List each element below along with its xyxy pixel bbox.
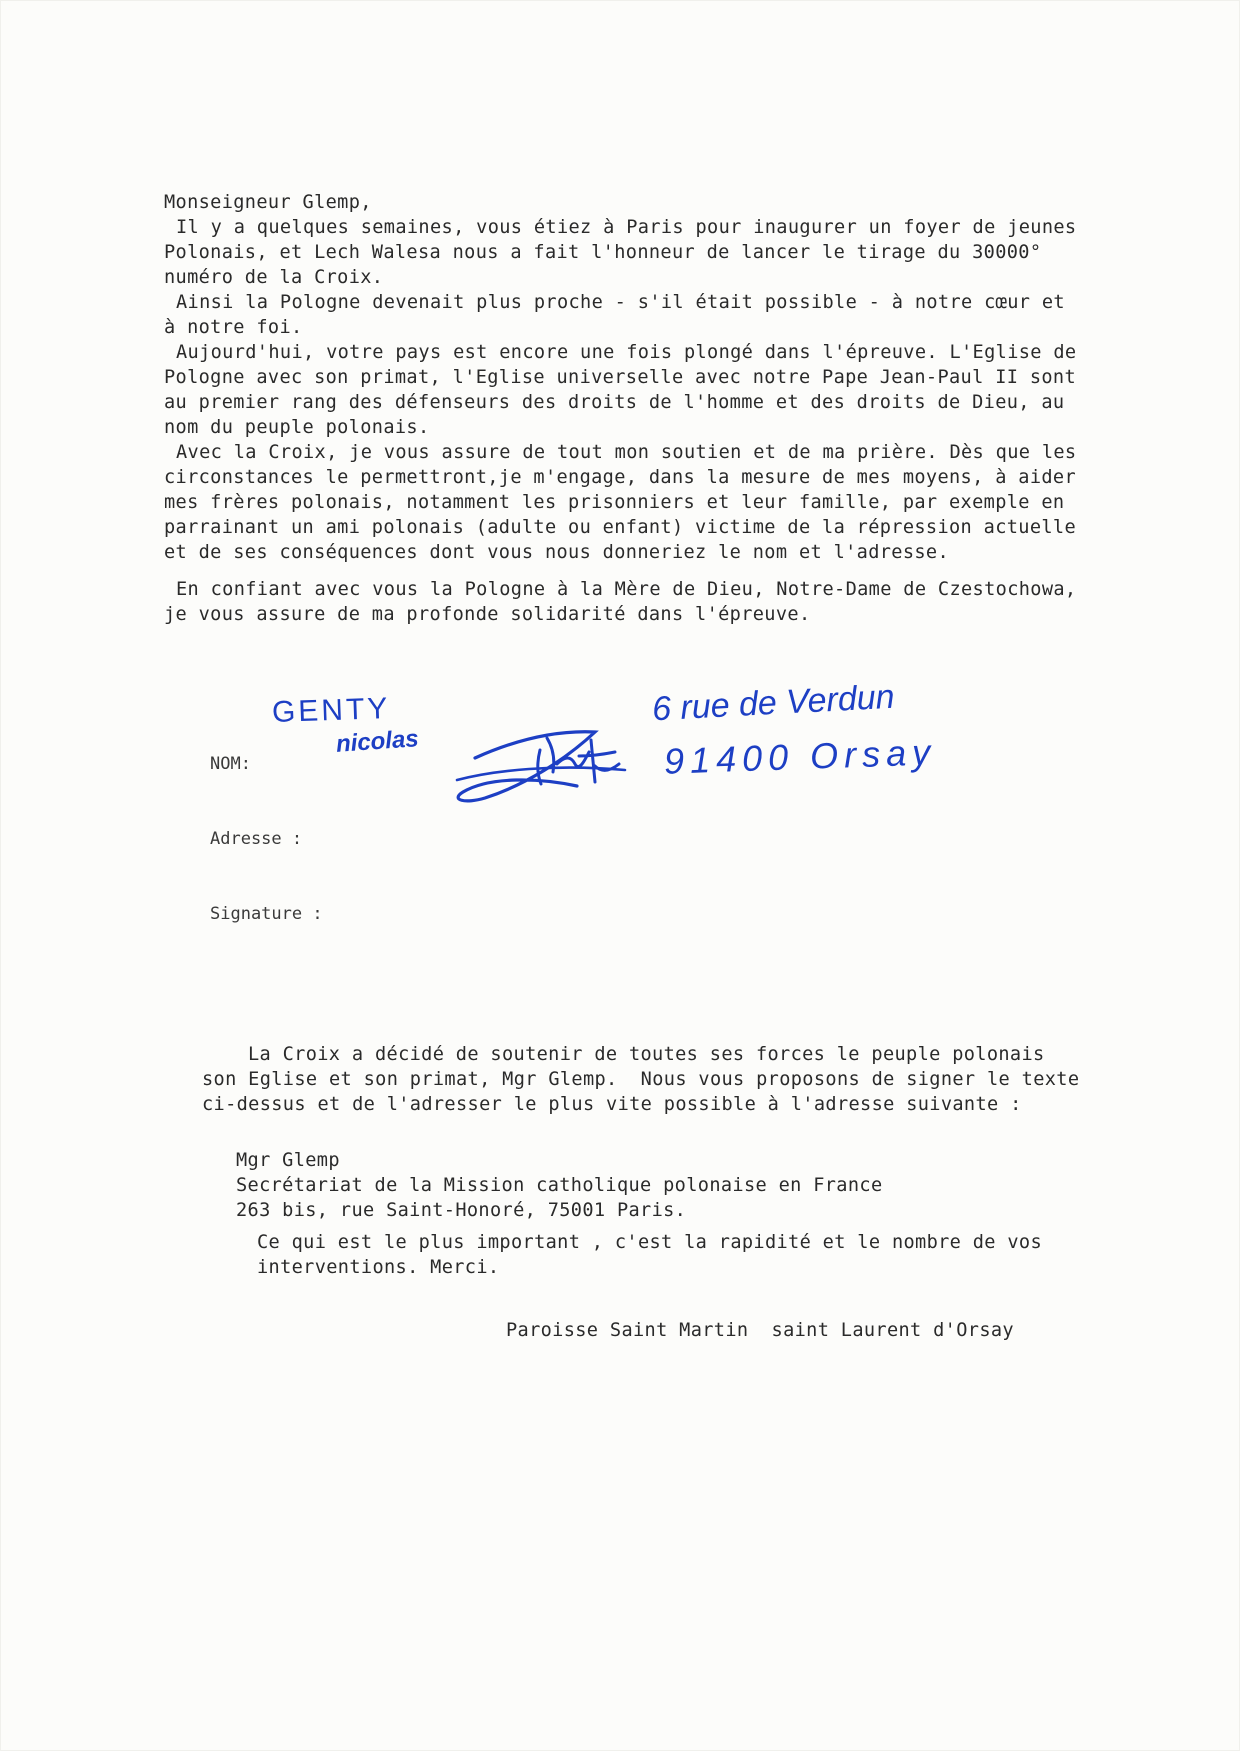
letter-line: Pologne avec son primat, l'Eglise universelle avec notre Pape Jean-Paul II sont bbox=[164, 367, 1077, 388]
letter-line: circonstances le permettront,je m'engage, dans la mesure de mes moyens, à aider bbox=[164, 467, 1077, 488]
form-labels bbox=[210, 702, 323, 977]
letter-line: Polonais, et Lech Walesa nous a fait l'honneur de lancer le tirage du 30000° bbox=[164, 242, 1042, 263]
bottom-line: ci-dessus et de l'adresser le plus vite possible à l'adresse suivante : bbox=[202, 1094, 1022, 1115]
adresse-label: Adresse : bbox=[210, 829, 303, 849]
bottom-line: son Eglise et son primat, Mgr Glemp. Nous vous proposons de signer le texte bbox=[202, 1069, 1080, 1090]
letter-line: numéro de la Croix. bbox=[164, 267, 384, 288]
bottom-line: La Croix a décidé de soutenir de toutes ses forces le peuple polonais bbox=[248, 1044, 1045, 1065]
letter-line: Il y a quelques semaines, vous étiez à Paris pour inaugurer un foyer de jeunes bbox=[176, 217, 1077, 238]
note-line: Ce qui est le plus important , c'est la rapidité et le nombre de vos bbox=[257, 1232, 1043, 1253]
address-line: Secrétariat de la Mission catholique polonaise en France bbox=[236, 1175, 883, 1196]
handwritten-address-line2: 91400 Orsay bbox=[663, 731, 937, 782]
closing-line: je vous assure de ma profonde solidarité dans l'épreuve. bbox=[164, 604, 811, 625]
note-line: interventions. Merci. bbox=[257, 1257, 500, 1278]
letter-line: Avec la Croix, je vous assure de tout mon soutien et de ma prière. Dès que les bbox=[176, 442, 1077, 463]
signature-label: Signature : bbox=[210, 904, 323, 924]
letter-body bbox=[164, 190, 1104, 627]
letter-line: au premier rang des défenseurs des droits de l'homme et des droits de Dieu, au bbox=[164, 392, 1065, 413]
letter-line: nom du peuple polonais. bbox=[164, 417, 430, 438]
letter-line: à notre foi. bbox=[164, 317, 303, 338]
handwritten-address-line1: 6 rue de Verdun bbox=[651, 677, 896, 729]
letter-line: Ainsi la Pologne devenait plus proche - s'il était possible - à notre cœur et bbox=[176, 292, 1065, 313]
mailing-address bbox=[236, 1148, 883, 1223]
letter-line: mes frères polonais, notamment les prisonniers et leur famille, par exemple en bbox=[164, 492, 1065, 513]
parish-footer bbox=[506, 1318, 1014, 1343]
handwritten-firstname: nicolas bbox=[335, 725, 420, 758]
letter-line: parrainant un ami polonais (adulte ou enfant) victime de la répression actuelle bbox=[164, 517, 1077, 538]
bottom-paragraph bbox=[202, 1042, 1082, 1117]
handwritten-name: GENTY bbox=[271, 691, 391, 730]
closing-line: En confiant avec vous la Pologne à la Mère de Dieu, Notre-Dame de Czestochowa, bbox=[176, 579, 1077, 600]
closing-note bbox=[257, 1230, 1042, 1280]
address-line: Mgr Glemp bbox=[236, 1150, 340, 1171]
nom-label: NOM: bbox=[210, 754, 251, 774]
footer-line: Paroisse Saint Martin saint Laurent d'Orsay bbox=[506, 1320, 1014, 1341]
salutation: Monseigneur Glemp, bbox=[164, 192, 372, 213]
signature-scribble bbox=[445, 700, 655, 810]
address-line: 263 bis, rue Saint-Honoré, 75001 Paris. bbox=[236, 1200, 687, 1221]
letter-line: et de ses conséquences dont vous nous donneriez le nom et l'adresse. bbox=[164, 542, 950, 563]
letter-line: Aujourd'hui, votre pays est encore une fois plongé dans l'épreuve. L'Eglise de bbox=[176, 342, 1077, 363]
